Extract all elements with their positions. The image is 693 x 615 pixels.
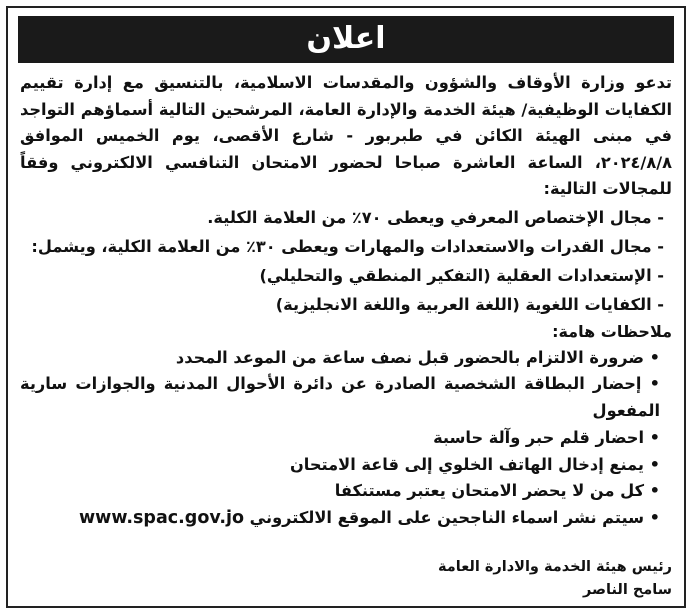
signature-block [438,556,672,602]
intro-paragraph: تدعو وزارة الأوقاف والشؤون والمقدسات الاسلامية، بالتنسيق مع إدارة تقييم الكفايات الوظيفية/ هيئة الخدمة والإدارة العامة، المرشحين التالية أسماؤهم التواجد في مبنى الهيئة الكائن في طبربور - شارع الأقصى، يوم الخميس الموافق ٢٠٢٤/٨/٨، الساعة العاشرة صباحا لحضور الامتحان التنافسي الالكتروني وفقاً للمجالات التالية: [20,73,672,198]
list-item: • يمنع إدخال الهاتف الخلوي إلى قاعة الامتحان [20,452,660,479]
list-item: • ضرورة الالتزام بالحضور قبل نصف ساعة من الموعد المحدد [20,345,660,372]
list-item: • احضار قلم حبر وآلة حاسبة [20,425,660,452]
website-link[interactable]: www.spac.gov.jo [78,508,244,529]
announcement-title: اعلان [18,16,674,63]
signature-name: سامح الناصر [583,582,672,598]
list-item: - الكفايات اللغوية (اللغة العربية واللغة الانجليزية) [20,290,664,319]
signature-title: رئيس هيئة الخدمة والادارة العامة [437,559,672,575]
announcement-frame [6,6,686,608]
list-item: - الإستعدادات العقلية (التفكير المنطقي والتحليلي) [20,261,664,290]
notes-heading: ملاحظات هامة: [552,321,672,341]
list-item: - مجال الإختصاص المعرفي ويعطى ٧٠٪ من العلامة الكلية. [20,203,664,232]
list-item: • إحضار البطاقة الشخصية الصادرة عن دائرة الأحوال المدنية والجوازات سارية المفعول [20,371,660,425]
notes-list [20,345,672,533]
list-item: - مجال القدرات والاستعدادات والمهارات ويعطى ٣٠٪ من العلامة الكلية، ويشمل: [20,232,664,261]
list-item [20,505,660,532]
note-text: سيتم نشر اسماء الناجحين على الموقع الالكتروني [249,508,645,528]
announcement-body [20,70,672,532]
list-item: • كل من لا يحضر الامتحان يعتبر مستنكفا [20,478,660,505]
exam-fields-list [20,203,672,319]
